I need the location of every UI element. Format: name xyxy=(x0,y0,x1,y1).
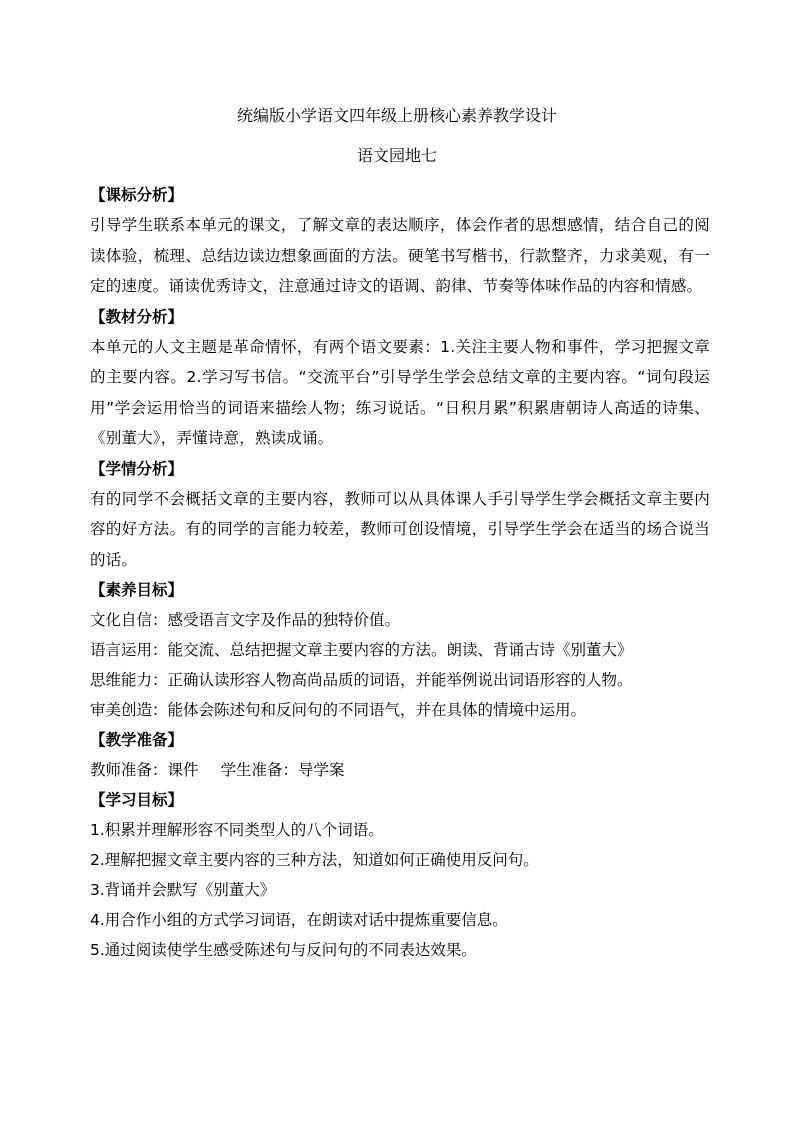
preparation-line xyxy=(90,755,710,785)
section-heading-curriculum: 【课标分析】 xyxy=(90,186,184,204)
section-heading-learners: 【学情分析】 xyxy=(90,459,184,478)
literacy-item: 语言运用：能交流、总结把握文章主要内容的方法。朗读、背诵古诗《别董大》 xyxy=(90,641,633,659)
document-subtitle: 语文园地七 xyxy=(356,146,437,165)
objective-item: 4.用合作小组的方式学习词语，在朗读对话中提炼重要信息。 xyxy=(90,911,508,929)
document-title: 统编版小学语文四年级上册核心素养教学设计 xyxy=(236,106,557,125)
section-heading-preparation: 【教学准备】 xyxy=(90,731,184,749)
objective-item: 2.理解把握文章主要内容的三种方法，知道如何正确使用反问句。 xyxy=(90,851,539,869)
section-body-learners: 有的同学不会概括文章的主要内容，教师可以从具体课人手引导学生学会概括文章主要内容的好方法。有的同学的言能力较差，教师可创设情境，引导学生学会在适当的场合说当的话。 xyxy=(90,489,710,569)
section-body-curriculum: 引导学生联系本单元的课文，了解文章的表达顺序，体会作者的思想感情，结合自己的阅读体验，梳理、总结边读边想象画面的方法。硬笔书写楷书，行款整齐，力求美观，有一定的速度。诵读优秀诗文，注意通过诗文的语调、韵律、节奏等体味作品的内容和情感。 xyxy=(90,216,710,295)
section-heading-objectives: 【学习目标】 xyxy=(90,791,184,809)
objective-item: 5.通过阅读使学生感受陈述句与反问句的不同表达效果。 xyxy=(90,941,477,959)
section-heading-literacy: 【素养目标】 xyxy=(90,581,184,599)
literacy-item: 审美创造：能体会陈述句和反问句的不同语气，并在具体的情境中运用。 xyxy=(90,701,587,719)
objective-item: 3.背诵并会默写《别董大》 xyxy=(90,881,276,899)
document-body xyxy=(90,180,710,965)
literacy-item: 文化自信：感受语言文字及作品的独特价值。 xyxy=(90,611,401,629)
section-heading-textbook: 【教材分析】 xyxy=(90,307,184,326)
teacher-preparation: 教师准备：课件 xyxy=(90,761,199,779)
student-preparation: 学生准备：导学案 xyxy=(220,761,345,779)
objective-item: 1.积累并理解形容不同类型人的八个词语。 xyxy=(90,821,384,839)
literacy-item: 思维能力：正确认读形容人物高尚品质的词语，并能举例说出词语形容的人物。 xyxy=(90,671,633,689)
section-body-textbook: 本单元的人文主题是革命情怀，有两个语文要素：1.关注主要人物和事件，学习把握文章的主要内容。2.学习写书信。“交流平台”引导学生学会总结文章的主要内容。“词句段运用”学会运用恰当的词语来描绘人物；练习说话。“日积月累”积累唐朝诗人高适的诗集、《别董大》，弄懂诗意，熟读成诵。 xyxy=(90,337,710,447)
